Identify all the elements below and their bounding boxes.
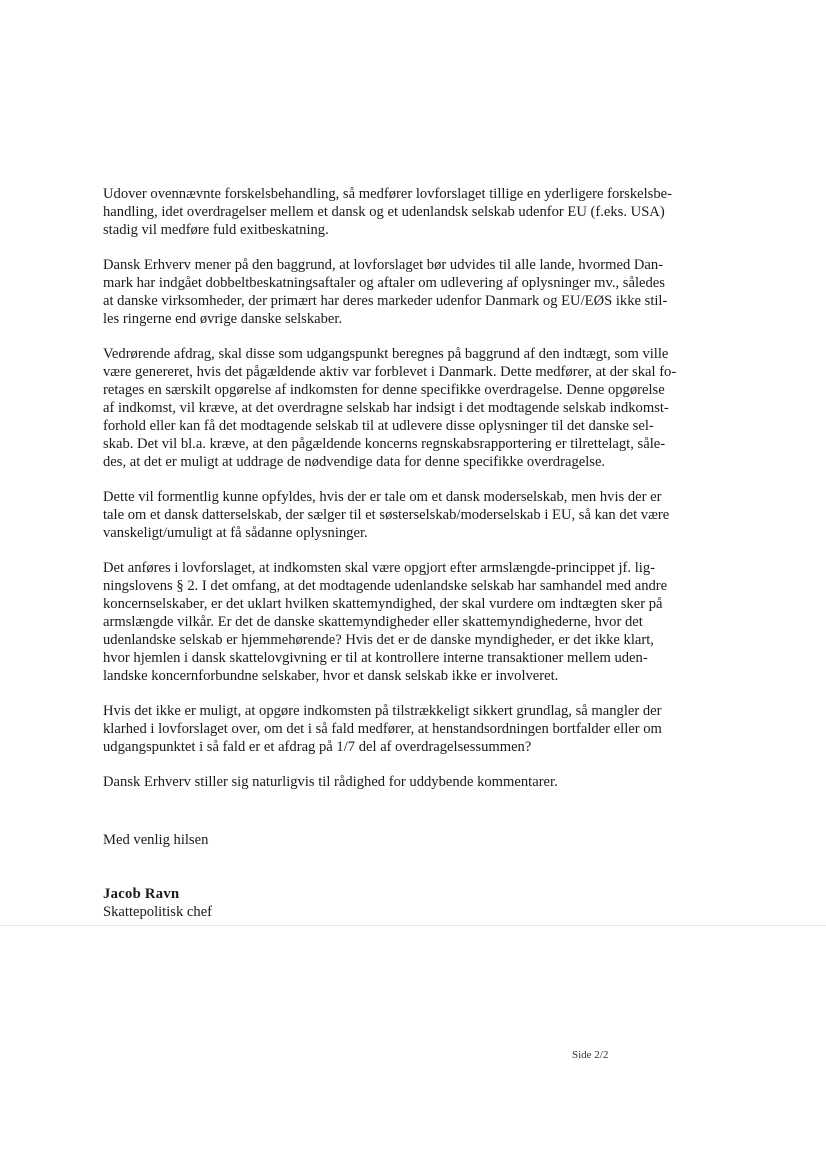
text-line: være genereret, hvis det pågældende aktiv var forblevet i Danmark. Dette medfører, at der skal fo- bbox=[103, 364, 677, 380]
text-line: les ringerne end øvrige danske selskaber. bbox=[103, 311, 343, 327]
text-line: hvor hjemlen i dansk skattelovgivning er til at kontrollere interne transaktioner mellem uden- bbox=[103, 650, 648, 666]
text-line: mark har indgået dobbeltbeskatningsaftaler og aftaler om udlevering af oplysninger mv., således bbox=[103, 275, 665, 291]
text-line: landske koncernforbundne selskaber, hvor et dansk selskab ikke er involveret. bbox=[103, 668, 559, 684]
paragraph-exit-taxation bbox=[103, 185, 723, 239]
text-line: skab. Det vil bl.a. kræve, at den pågældende koncerns regnskabsrapportering er tilrettelagt, såle- bbox=[103, 436, 666, 452]
text-line: udenlandske selskab er hjemmehørende? Hvis det er de danske myndigheder, er det ikke klart, bbox=[103, 632, 654, 648]
text-line: armslængde vilkår. Er det de danske skattemyndigheder eller skattemyndighederne, hvor det bbox=[103, 614, 643, 630]
text-line: forhold eller kan få det modtagende selskab til at udlevere disse oplysninger til det danske sel- bbox=[103, 418, 654, 434]
text-line: udgangspunktet i så fald er et afdrag på 1/7 del af overdragelsessummen? bbox=[103, 739, 532, 755]
text-line: tale om et dansk datterselskab, der sælger til et søsterselskab/moderselskab i EU, så kan det være bbox=[103, 507, 670, 523]
paragraph-installments bbox=[103, 345, 723, 471]
text-line: Udover ovennævnte forskelsbehandling, så medfører lovforslaget tillige en yderligere forskelsbe- bbox=[103, 186, 672, 202]
paragraph-closing-remark bbox=[103, 773, 723, 791]
text-line: Dansk Erhverv stiller sig naturligvis til rådighed for uddybende kommentarer. bbox=[103, 774, 558, 790]
text-line: Det anføres i lovforslaget, at indkomsten skal være opgjort efter armslængde-princippet jf. lig- bbox=[103, 560, 655, 576]
page-divider bbox=[0, 925, 826, 926]
signatory-name: Jacob Ravn bbox=[103, 886, 180, 902]
paragraph-parent-company bbox=[103, 488, 723, 542]
paragraph-income-assessment bbox=[103, 702, 723, 756]
text-line: koncernselskaber, er det uklart hvilken skattemyndighed, der skal vurdere om indtægten sker på bbox=[103, 596, 663, 612]
text-line: at danske virksomheder, der primært har deres markeder udenfor Danmark og EU/EØS ikke stil- bbox=[103, 293, 668, 309]
text-line: stadig vil medføre fuld exitbeskatning. bbox=[103, 222, 329, 238]
text-line: ningslovens § 2. I det omfang, at det modtagende udenlandske selskab har samhandel med andre bbox=[103, 578, 668, 594]
closing-greeting: Med venlig hilsen bbox=[103, 832, 209, 848]
text-line: Dansk Erhverv mener på den baggrund, at lovforslaget bør udvides til alle lande, hvormed Dan- bbox=[103, 257, 664, 273]
paragraph-arms-length bbox=[103, 559, 723, 685]
text-line: handling, idet overdragelser mellem et dansk og et udenlandsk selskab udenfor EU (f.eks. USA) bbox=[103, 204, 665, 220]
text-line: af indkomst, vil kræve, at det overdragne selskab har indsigt i det modtagende selskab indkomst- bbox=[103, 400, 669, 416]
text-line: des, at det er muligt at uddrage de nødvendige data for denne specifikke overdragelse. bbox=[103, 454, 606, 470]
page-number: Side 2/2 bbox=[572, 1049, 609, 1061]
letter-body bbox=[103, 185, 723, 808]
text-line: Vedrørende afdrag, skal disse som udgangspunkt beregnes på baggrund af den indtægt, som ville bbox=[103, 346, 669, 362]
text-line: vanskeligt/umuligt at få sådanne oplysninger. bbox=[103, 525, 368, 541]
text-line: Dette vil formentlig kunne opfyldes, hvis der er tale om et dansk moderselskab, men hvis der er bbox=[103, 489, 662, 505]
text-line: Hvis det ikke er muligt, at opgøre indkomsten på tilstrækkeligt sikkert grundlag, så mangler der bbox=[103, 703, 662, 719]
signatory-title: Skattepolitisk chef bbox=[103, 904, 213, 920]
paragraph-extend-proposal bbox=[103, 256, 723, 328]
text-line: retages en særskilt opgørelse af indkomsten for denne specifikke overdragelse. Denne opgørelse bbox=[103, 382, 665, 398]
text-line: klarhed i lovforslaget over, om det i så fald medfører, at henstandsordningen bortfalder eller om bbox=[103, 721, 662, 737]
